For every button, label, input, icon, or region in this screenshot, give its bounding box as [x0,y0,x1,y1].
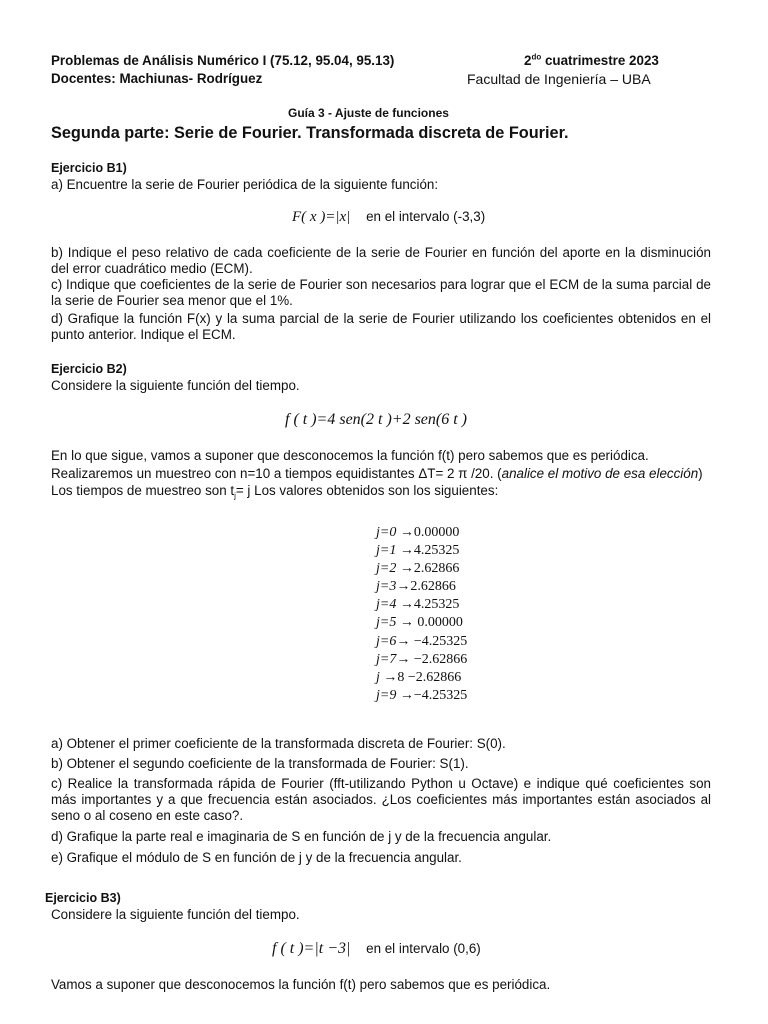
b1-item-a: a) Encuentre la serie de Fourier periódica de la siguiente función: [51,177,439,192]
b3-paragraph-1: Vamos a suponer que desconocemos la función f(t) pero sabemos que es periódica. [51,977,551,992]
b2-paragraph-3 [51,483,499,501]
term-suffix: cuatrimestre 2023 [541,53,659,68]
b2-paragraph-2 [51,466,703,481]
b2-paragraph-2-end: ) [698,466,703,481]
b1-heading: Ejercicio B1) [51,161,127,175]
b2-item-d: d) Grafique la parte real e imaginaria de S en función de j y de la frecuencia angular. [51,829,552,844]
course-title: Problemas de Análisis Numérico I (75.12, 95.04, 95.13) [51,53,395,68]
b3-intro: Considere la siguiente función del tiempo. [51,907,300,922]
b1-item-d: d) Grafique la función F(x) y la suma parcial de la serie de Fourier utilizando los coeficientes obtenidos en el punto anterior. Indique el ECM. [51,311,711,342]
page-title: Segunda parte: Serie de Fourier. Transformada discreta de Fourier. [51,124,569,142]
b3-interval: en el intervalo (0,6) [366,941,481,956]
sample-values-list [376,524,467,705]
b2-item-a: a) Obtener el primer coeficiente de la transformada discreta de Fourier: S(0). [51,736,506,751]
faculty: Facultad de Ingeniería – UBA [467,71,651,87]
term-superscript: do [531,52,542,62]
sample-row: j=9 →−4.25325 [376,687,468,703]
b2-paragraph-3-sub: j [234,491,236,501]
sample-row: j=2 →2.62866 [376,561,460,577]
sample-row: j=0 →0.00000 [376,525,460,540]
b2-paragraph-3-rest: = j Los valores obtenidos son los siguientes: [235,483,499,498]
b2-paragraph-2-italic: analice el motivo de esa elección [501,466,699,481]
guide-title: Guía 3 - Ajuste de funciones [288,106,449,120]
sample-row: j →8 −2.62866 [376,669,462,685]
b2-paragraph-3-text: Los tiempos de muestreo son t [51,483,235,498]
b2-paragraph-2-text: Realizaremos un muestreo con n=10 a tiempos equidistantes ΔT= 2 π /20. ( [51,466,502,481]
b2-item-e: e) Grafique el módulo de S en función de j y de la frecuencia angular. [51,850,462,865]
b3-equation: f ( t )=|t −3| [272,940,351,957]
sample-row: j=1 →4.25325 [376,543,460,559]
teachers: Docentes: Machiunas- Rodríguez [51,71,263,86]
b1-equation-row [292,209,485,226]
sample-row: j=7→ −2.62866 [376,651,468,667]
term-number: 2 [524,53,532,68]
sample-row: j=3→2.62866 [376,579,456,595]
sample-row: j=4 →4.25325 [376,597,460,613]
b1-interval: en el intervalo (-3,3) [366,209,486,224]
b3-heading: Ejercicio B3) [45,891,121,905]
b2-equation: f ( t )=4 sen(2 t )+2 sen(6 t ) [285,411,467,428]
sample-row: j=6→ −4.25325 [376,633,468,649]
b2-paragraph-1: En lo que sigue, vamos a suponer que desconocemos la función f(t) pero sabemos que es periódica. [51,448,649,463]
term [524,53,659,68]
sample-row: j=5 → 0.00000 [376,615,463,631]
b2-item-c: c) Realice la transformada rápida de Fourier (fft-utilizando Python u Octave) e indique qué coeficientes son más importantes y a que frecuencia están asociados. ¿Los coeficientes más importantes están asociados al seno o al coseno en este caso?. [51,776,711,823]
b2-intro: Considere la siguiente función del tiempo. [51,378,300,393]
b2-item-b: b) Obtener el segundo coeficiente de la transformada de Fourier: S(1). [51,756,469,771]
b2-heading: Ejercicio B2) [51,362,127,376]
b1-item-c: c) Indique que coeficientes de la serie de Fourier son necesarios para lograr que el ECM de la suma parcial de la serie de Fourier sea menor que el 1%. [51,277,711,308]
b3-equation-row [272,940,481,958]
b1-item-b: b) Indique el peso relativo de cada coeficiente de la serie de Fourier en función del aporte en la disminución del error cuadrático medio (ECM). [51,245,711,276]
b1-equation: F( x )=|x| [292,209,351,225]
